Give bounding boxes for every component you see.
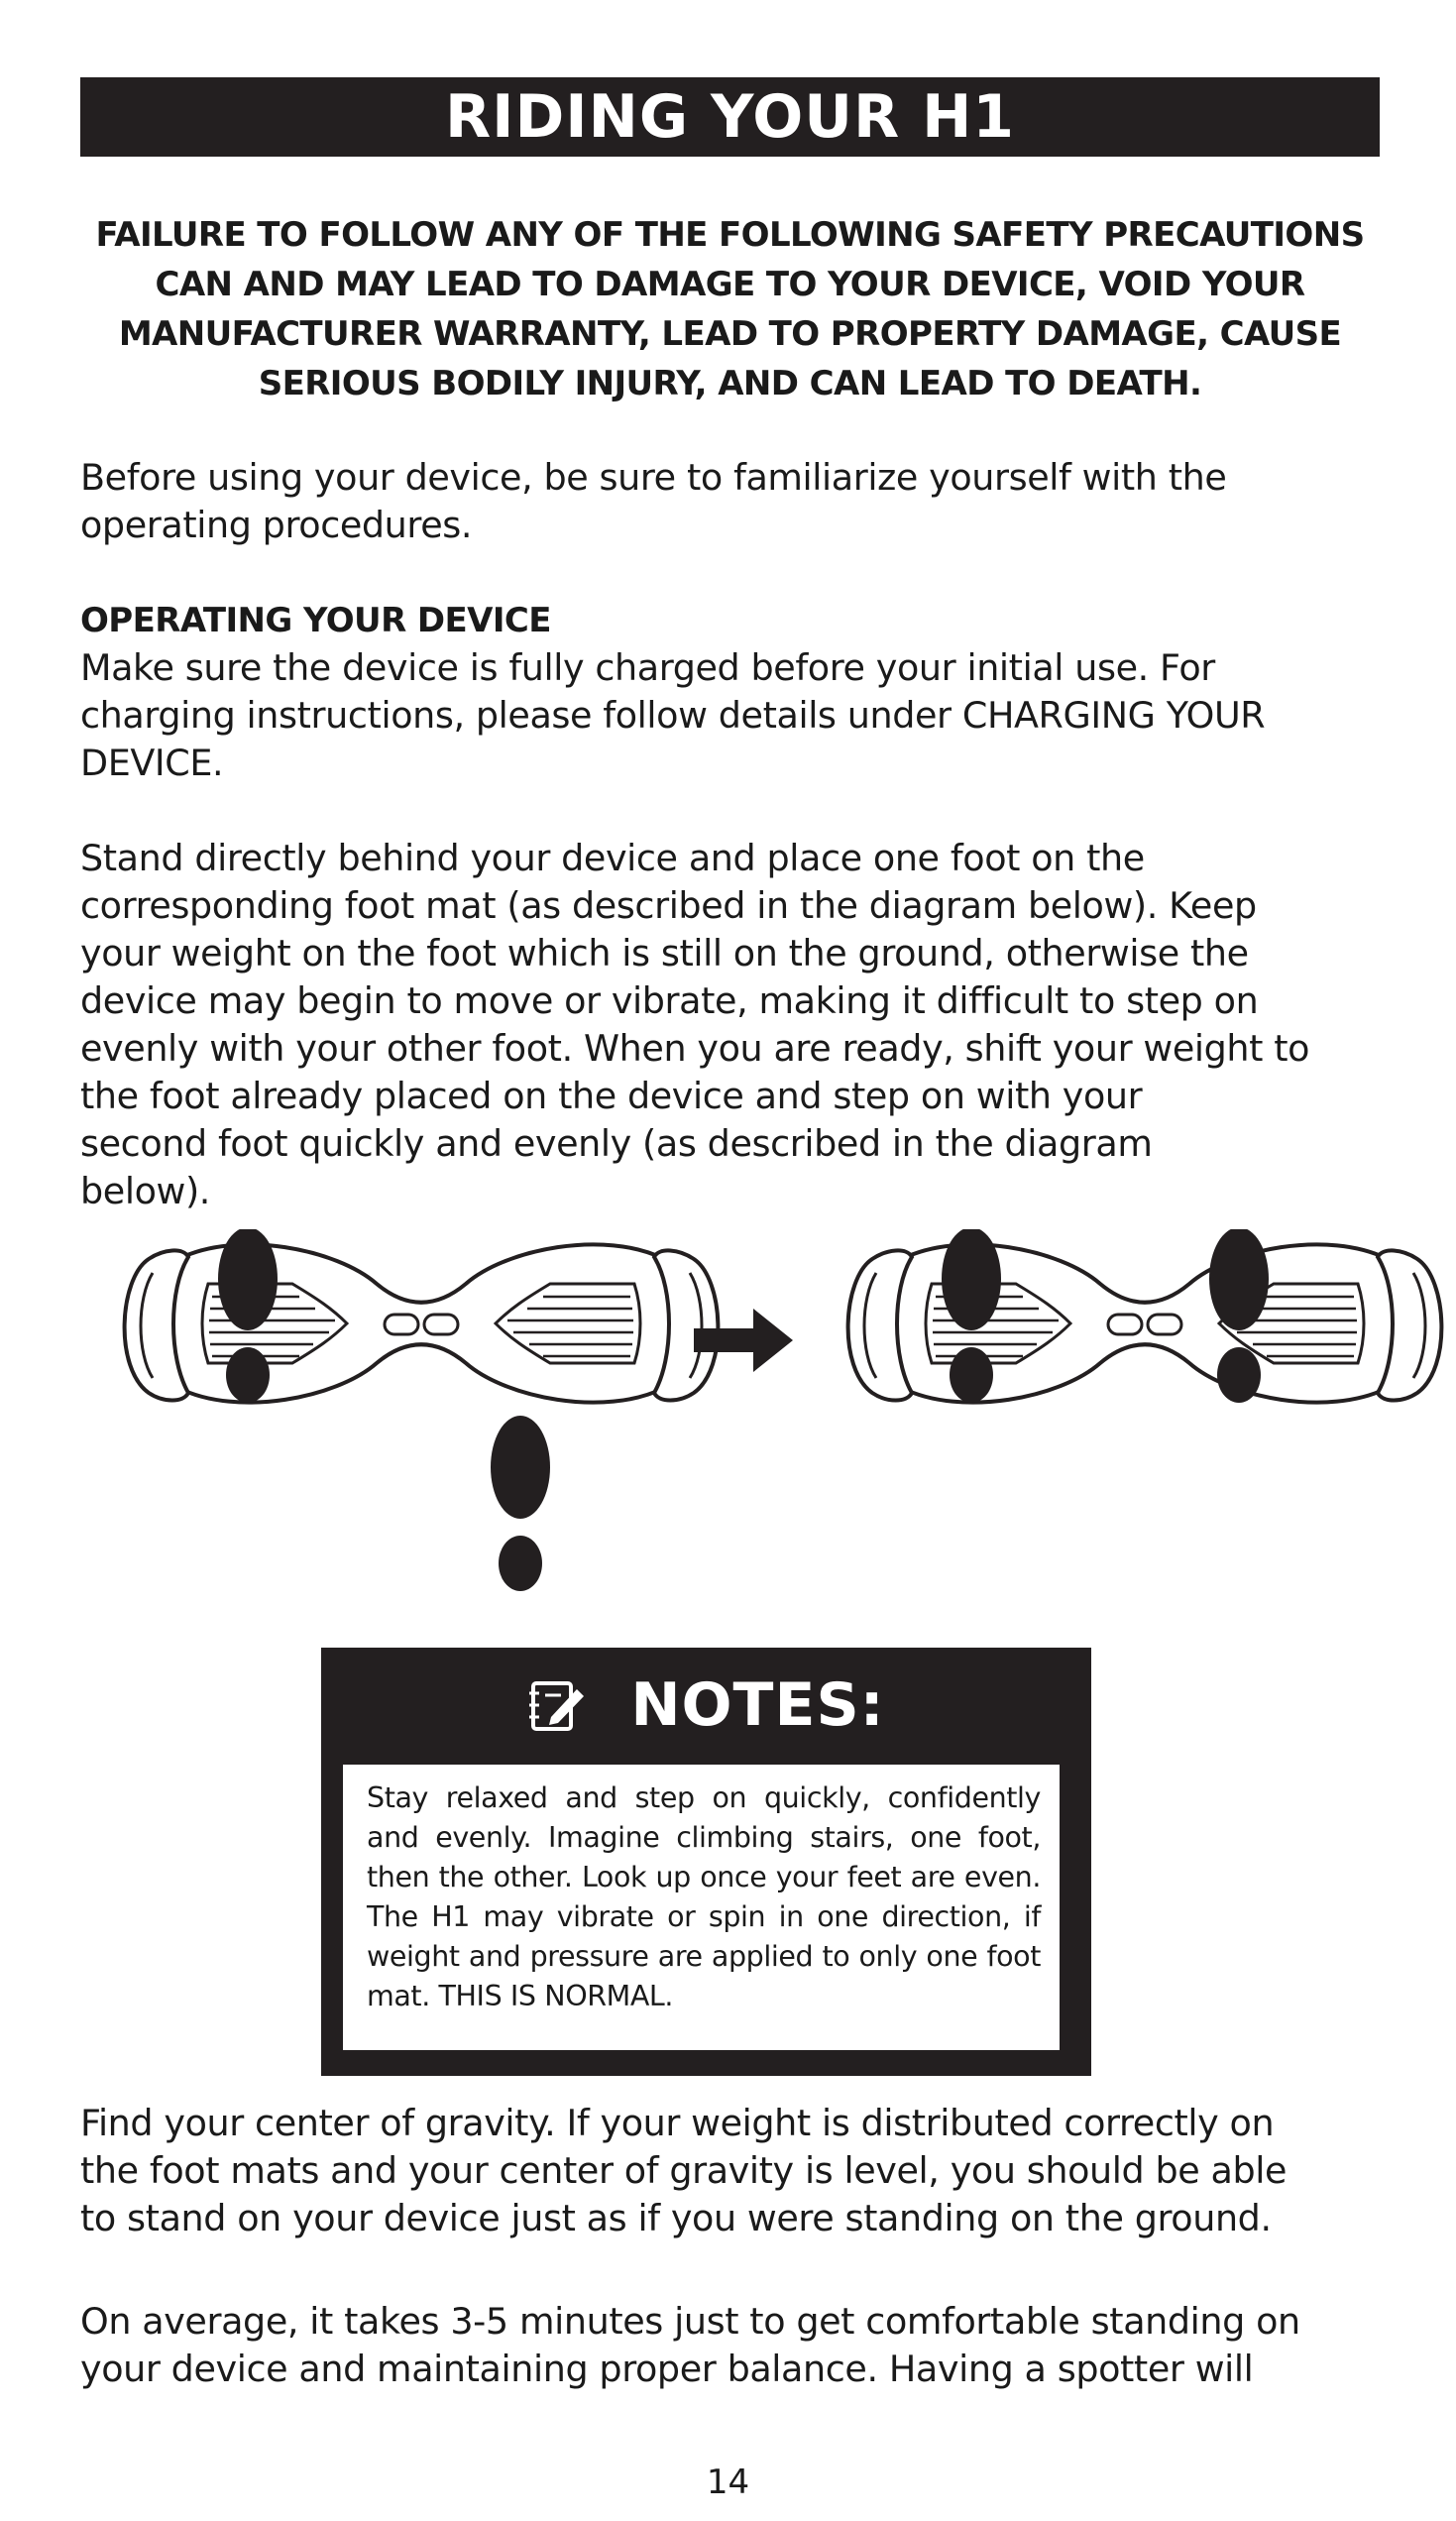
hoverboard-one-foot bbox=[125, 1244, 719, 1402]
text-line: evenly with your other foot. When you are ready, shift your weight to bbox=[80, 1027, 1310, 1070]
operating-paragraph bbox=[80, 644, 1389, 787]
text-line: to stand on your device just as if you were standing on the ground. bbox=[80, 2197, 1272, 2239]
warning-line: FAILURE TO FOLLOW ANY OF THE FOLLOWING SAFETY PRECAUTIONS bbox=[95, 215, 1365, 255]
text-line: On average, it takes 3-5 minutes just to get comfortable standing on bbox=[80, 2300, 1300, 2343]
text-line: Find your center of gravity. If your weight is distributed correctly on bbox=[80, 2102, 1275, 2144]
average-paragraph bbox=[80, 2298, 1389, 2393]
text-line: charging instructions, please follow details under CHARGING YOUR bbox=[80, 694, 1266, 737]
notes-body-panel bbox=[343, 1765, 1060, 2050]
foot-on-ground-icon bbox=[491, 1416, 550, 1591]
notes-header bbox=[321, 1658, 1091, 1753]
safety-warning bbox=[80, 210, 1380, 408]
mounting-diagram bbox=[0, 1229, 1456, 1646]
warning-line: MANUFACTURER WARRANTY, LEAD TO PROPERTY DAMAGE, CAUSE bbox=[118, 314, 1342, 354]
text-line: corresponding foot mat (as described in the diagram below). Keep bbox=[80, 884, 1257, 927]
hoverboard-two-feet bbox=[848, 1244, 1442, 1402]
notes-box bbox=[321, 1648, 1091, 2076]
text-line: the foot mats and your center of gravity is level, you should be able bbox=[80, 2149, 1288, 2192]
operating-heading: OPERATING YOUR DEVICE bbox=[80, 601, 551, 640]
text-line: Before using your device, be sure to familiarize yourself with the bbox=[80, 456, 1227, 499]
text-line: your device and maintaining proper balance. Having a spotter will bbox=[80, 2348, 1254, 2390]
text-line: Stand directly behind your device and place one foot on the bbox=[80, 837, 1145, 879]
warning-line: CAN AND MAY LEAD TO DAMAGE TO YOUR DEVICE, VOID YOUR bbox=[155, 265, 1305, 304]
text-line: below). bbox=[80, 1170, 210, 1212]
text-line: operating procedures. bbox=[80, 504, 473, 546]
notes-body: Stay relaxed and step on quickly, confidently and evenly. Imagine climbing stairs, one foot, then the other. Look up once your feet are even. The H1 may vibrate or spin in one direction, if weight and pressure are applied to only one foot mat. THIS IS NORMAL. bbox=[367, 1781, 1041, 2012]
page-number: 14 bbox=[706, 2463, 750, 2502]
text-line: the foot already placed on the device and step on with your bbox=[80, 1075, 1143, 1117]
text-line: DEVICE. bbox=[80, 742, 224, 784]
text-line: your weight on the foot which is still on the ground, otherwise the bbox=[80, 932, 1249, 974]
notepad-pencil-icon bbox=[527, 1675, 587, 1735]
gravity-paragraph bbox=[80, 2100, 1389, 2242]
text-line: second foot quickly and evenly (as described in the diagram bbox=[80, 1122, 1153, 1165]
text-line: Make sure the device is fully charged before your initial use. For bbox=[80, 646, 1215, 689]
warning-line: SERIOUS BODILY INJURY, AND CAN LEAD TO DEATH. bbox=[258, 364, 1202, 403]
intro-paragraph bbox=[80, 454, 1389, 549]
page-title: RIDING YOUR H1 bbox=[80, 77, 1380, 157]
text-line: device may begin to move or vibrate, making it difficult to step on bbox=[80, 979, 1259, 1022]
notes-title: NOTES: bbox=[630, 1670, 885, 1740]
stand-paragraph bbox=[80, 835, 1389, 1215]
